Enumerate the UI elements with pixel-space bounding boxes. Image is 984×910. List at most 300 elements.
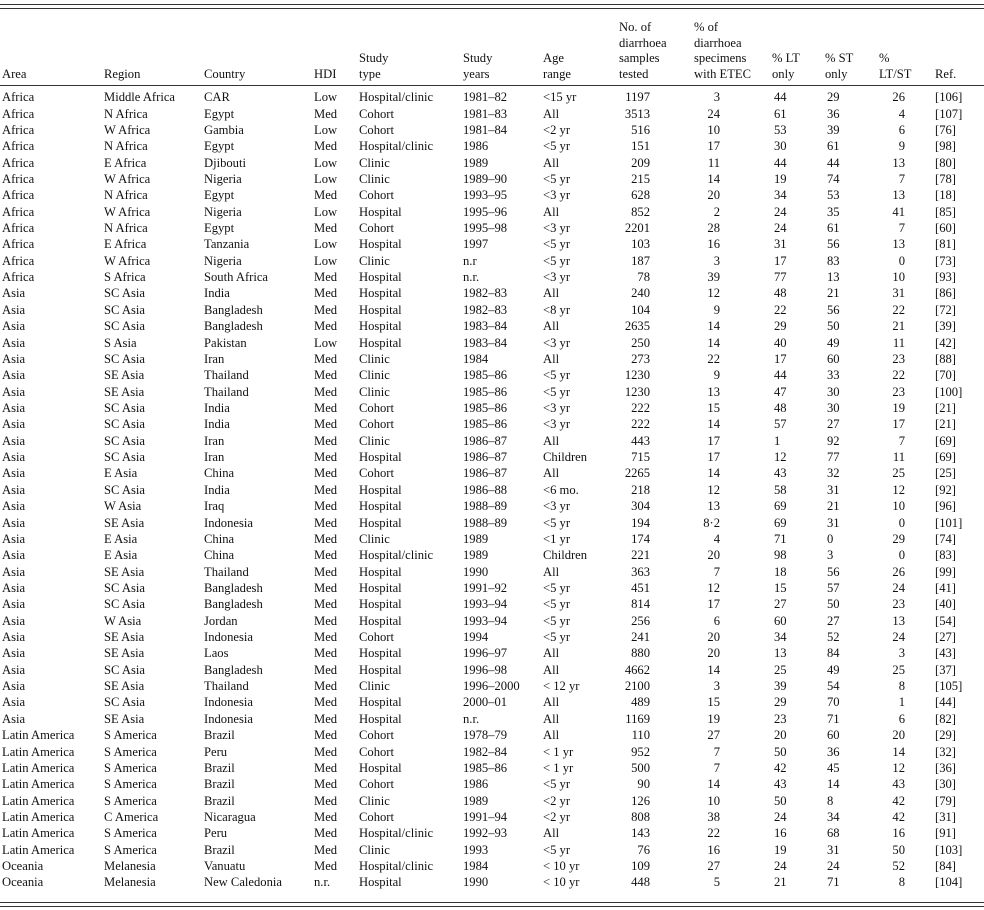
cell-area: Africa xyxy=(2,204,35,219)
cell-hdi: Med xyxy=(314,548,338,563)
cell-percent-etec: 15 xyxy=(707,401,720,415)
cell-hdi: Med xyxy=(314,711,338,726)
cell-study-type: Clinic xyxy=(359,155,390,170)
cell-hdi: Med xyxy=(314,531,338,546)
cell-age-range: <5 yr xyxy=(543,630,571,645)
cell-percent-lt-st: 7 xyxy=(898,171,905,186)
cell-percent-st-only: 50 xyxy=(827,319,840,334)
table-row xyxy=(0,383,984,399)
cell-region: SC Asia xyxy=(104,433,145,448)
cell-percent-lt-only: 44 xyxy=(774,155,787,170)
header-region: Region xyxy=(104,66,141,81)
cell-area: Africa xyxy=(2,106,35,121)
cell-percent-lt-only: 24 xyxy=(774,204,787,219)
cell-reference: [84] xyxy=(935,859,956,874)
table-row xyxy=(0,416,984,432)
cell-hdi: Med xyxy=(314,482,338,497)
cell-study-years: 1993–95 xyxy=(463,188,508,203)
cell-percent-lt-only: 17 xyxy=(774,351,787,366)
cell-age-range: <5 yr xyxy=(543,384,571,399)
cell-area: Latin America xyxy=(2,744,75,759)
cell-area: Asia xyxy=(2,482,26,497)
cell-samples-tested: 240 xyxy=(631,286,650,301)
cell-study-type: Hospital xyxy=(359,875,402,890)
cell-reference: [80] xyxy=(935,155,956,170)
cell-study-type: Clinic xyxy=(359,253,390,268)
cell-study-years: 1988–89 xyxy=(463,499,508,514)
cell-percent-etec: 14 xyxy=(707,171,720,186)
cell-reference: [85] xyxy=(935,204,956,219)
cell-area: Africa xyxy=(2,237,35,252)
cell-percent-lt-st: 7 xyxy=(898,221,905,236)
cell-reference: [27] xyxy=(935,630,956,645)
cell-reference: [96] xyxy=(935,499,956,514)
cell-percent-st-only: 74 xyxy=(827,171,840,186)
cell-area: Africa xyxy=(2,122,35,137)
cell-percent-etec: 20 xyxy=(707,646,720,661)
cell-samples-tested: 2201 xyxy=(624,221,650,236)
cell-region: N Africa xyxy=(104,139,148,154)
cell-study-years: 1995–98 xyxy=(463,221,508,236)
cell-age-range: All xyxy=(543,728,560,743)
cell-percent-etec: 14 xyxy=(707,417,720,432)
cell-percent-etec: 3 xyxy=(713,90,720,105)
cell-country: Nigeria xyxy=(204,171,242,186)
cell-age-range: <3 yr xyxy=(543,270,571,285)
cell-region: S America xyxy=(104,728,157,743)
cell-percent-lt-st: 25 xyxy=(892,466,905,481)
cell-age-range: <5 yr xyxy=(543,253,571,268)
cell-percent-lt-st: 9 xyxy=(898,139,905,154)
cell-percent-st-only: 39 xyxy=(827,122,840,137)
cell-age-range: <1 yr xyxy=(543,531,571,546)
cell-study-years: 1997 xyxy=(463,237,489,252)
cell-study-type: Clinic xyxy=(359,433,390,448)
top-rule xyxy=(0,4,984,5)
cell-samples-tested: 256 xyxy=(631,613,650,628)
cell-hdi: Low xyxy=(314,253,338,268)
cell-percent-lt-st: 41 xyxy=(892,204,905,219)
cell-region: S Asia xyxy=(104,335,137,350)
cell-study-type: Hospital xyxy=(359,482,402,497)
cell-region: SE Asia xyxy=(104,679,145,694)
cell-study-years: n.r. xyxy=(463,711,480,726)
cell-study-years: 1994 xyxy=(463,630,489,645)
cell-hdi: Med xyxy=(314,646,338,661)
cell-country: Tanzania xyxy=(204,237,250,252)
cell-country: Indonesia xyxy=(204,515,253,530)
cell-country: Peru xyxy=(204,826,228,841)
cell-percent-st-only: 27 xyxy=(827,613,840,628)
cell-percent-st-only: 21 xyxy=(827,286,840,301)
cell-reference: [101] xyxy=(935,515,963,530)
cell-area: Asia xyxy=(2,548,26,563)
cell-percent-lt-only: 40 xyxy=(774,335,787,350)
cell-country: China xyxy=(204,466,235,481)
table-row xyxy=(0,874,984,890)
cell-percent-st-only: 0 xyxy=(827,531,834,546)
cell-reference: [107] xyxy=(935,106,963,121)
cell-percent-lt-only: 69 xyxy=(774,515,787,530)
cell-country: Iran xyxy=(204,450,225,465)
cell-study-years: 1992–93 xyxy=(463,826,508,841)
cell-country: Egypt xyxy=(204,188,235,203)
cell-study-type: Cohort xyxy=(359,221,394,236)
table-row xyxy=(0,531,984,547)
cell-study-type: Clinic xyxy=(359,384,390,399)
cell-reference: [81] xyxy=(935,237,956,252)
cell-percent-lt-only: 34 xyxy=(774,630,787,645)
cell-hdi: Low xyxy=(314,237,338,252)
cell-area: Asia xyxy=(2,384,26,399)
cell-region: W Africa xyxy=(104,122,151,137)
cell-reference: [83] xyxy=(935,548,956,563)
cell-hdi: Med xyxy=(314,826,338,841)
cell-percent-etec: 7 xyxy=(713,744,720,759)
cell-country: Thailand xyxy=(204,368,249,383)
table-row xyxy=(0,514,984,530)
cell-study-years: 2000–01 xyxy=(463,695,508,710)
cell-study-years: 1996–2000 xyxy=(463,679,520,694)
cell-percent-st-only: 57 xyxy=(827,580,840,595)
cell-reference: [21] xyxy=(935,401,956,415)
cell-study-type: Hospital xyxy=(359,515,402,530)
cell-percent-lt-st: 42 xyxy=(892,809,905,824)
cell-region: E Asia xyxy=(104,548,138,563)
cell-study-years: 1985–86 xyxy=(463,760,508,775)
cell-percent-lt-st: 13 xyxy=(892,188,905,203)
cell-hdi: Med xyxy=(314,662,338,677)
cell-age-range: Children xyxy=(543,548,588,563)
cell-study-type: Clinic xyxy=(359,793,390,808)
cell-samples-tested: 489 xyxy=(631,695,650,710)
cell-samples-tested: 451 xyxy=(631,580,650,595)
cell-percent-etec: 12 xyxy=(707,286,720,301)
cell-country: Brazil xyxy=(204,760,235,775)
cell-study-years: 1996–97 xyxy=(463,646,508,661)
cell-percent-lt-st: 43 xyxy=(892,777,905,792)
table-row xyxy=(0,482,984,498)
cell-hdi: Low xyxy=(314,155,338,170)
cell-study-years: n.r. xyxy=(463,270,480,285)
cell-hdi: n.r. xyxy=(314,875,331,890)
cell-region: N Africa xyxy=(104,106,148,121)
cell-percent-lt-only: 42 xyxy=(774,760,787,775)
cell-percent-lt-st: 29 xyxy=(892,531,905,546)
cell-percent-etec: 39 xyxy=(707,270,720,285)
cell-percent-etec: 38 xyxy=(707,809,720,824)
cell-reference: [103] xyxy=(935,842,963,857)
cell-region: S America xyxy=(104,842,157,857)
cell-country: India xyxy=(204,482,230,497)
cell-samples-tested: 174 xyxy=(631,531,650,546)
cell-percent-lt-st: 14 xyxy=(892,744,905,759)
table-row xyxy=(0,449,984,465)
cell-percent-lt-only: 39 xyxy=(774,679,787,694)
cell-region: S America xyxy=(104,777,157,792)
cell-country: India xyxy=(204,286,230,301)
cell-percent-etec: 16 xyxy=(707,237,720,252)
cell-study-years: 1983–84 xyxy=(463,335,508,350)
cell-reference: [60] xyxy=(935,221,956,236)
cell-samples-tested: 143 xyxy=(631,826,650,841)
cell-reference: [78] xyxy=(935,171,956,186)
cell-age-range: < 12 yr xyxy=(543,679,580,694)
table-row xyxy=(0,809,984,825)
cell-region: W Asia xyxy=(104,613,142,628)
header-study-years: Study years xyxy=(463,51,493,81)
cell-region: S America xyxy=(104,793,157,808)
cell-samples-tested: 222 xyxy=(631,401,650,415)
table-row xyxy=(0,269,984,285)
cell-reference: [42] xyxy=(935,335,956,350)
header-percent-lt-st: % LT/ST xyxy=(879,51,912,81)
cell-age-range: All xyxy=(543,351,560,366)
cell-percent-st-only: 68 xyxy=(827,826,840,841)
cell-study-years: 1985–86 xyxy=(463,368,508,383)
cell-reference: [18] xyxy=(935,188,956,203)
cell-percent-lt-st: 0 xyxy=(898,253,905,268)
cell-study-years: 1986–87 xyxy=(463,433,508,448)
cell-reference: [92] xyxy=(935,482,956,497)
cell-study-years: 1981–82 xyxy=(463,90,508,105)
cell-hdi: Med xyxy=(314,351,338,366)
cell-area: Asia xyxy=(2,417,26,432)
cell-hdi: Med xyxy=(314,286,338,301)
cell-hdi: Low xyxy=(314,90,338,105)
cell-hdi: Med xyxy=(314,515,338,530)
cell-reference: [54] xyxy=(935,613,956,628)
cell-percent-st-only: 31 xyxy=(827,842,840,857)
cell-percent-st-only: 29 xyxy=(827,90,840,105)
cell-percent-lt-only: 50 xyxy=(774,793,787,808)
cell-region: SC Asia xyxy=(104,417,145,432)
cell-country: Bangladesh xyxy=(204,597,263,612)
cell-country: CAR xyxy=(204,90,230,105)
cell-percent-lt-only: 23 xyxy=(774,711,787,726)
cell-percent-lt-only: 71 xyxy=(774,531,787,546)
cell-study-type: Clinic xyxy=(359,351,390,366)
cell-samples-tested: 2265 xyxy=(624,466,650,481)
cell-study-type: Clinic xyxy=(359,368,390,383)
table-row xyxy=(0,302,984,318)
table-row xyxy=(0,498,984,514)
table-row xyxy=(0,547,984,563)
cell-age-range: <5 yr xyxy=(543,368,571,383)
cell-hdi: Med xyxy=(314,466,338,481)
cell-percent-lt-only: 61 xyxy=(774,106,787,121)
table-row xyxy=(0,645,984,661)
cell-reference: [41] xyxy=(935,580,956,595)
header-study-type: Study type xyxy=(359,51,389,81)
cell-hdi: Med xyxy=(314,401,338,415)
cell-study-years: 1986 xyxy=(463,139,489,154)
cell-percent-st-only: 52 xyxy=(827,630,840,645)
table-row xyxy=(0,727,984,743)
cell-hdi: Low xyxy=(314,335,338,350)
cell-percent-st-only: 3 xyxy=(827,548,834,563)
cell-hdi: Low xyxy=(314,122,338,137)
cell-region: E Africa xyxy=(104,155,147,170)
cell-area: Asia xyxy=(2,695,26,710)
cell-percent-etec: 27 xyxy=(707,728,720,743)
cell-study-years: 1989 xyxy=(463,548,489,563)
cell-samples-tested: 1230 xyxy=(624,384,650,399)
cell-percent-lt-st: 12 xyxy=(892,482,905,497)
cell-hdi: Med xyxy=(314,139,338,154)
cell-country: Nicaragua xyxy=(204,809,256,824)
cell-percent-st-only: 84 xyxy=(827,646,840,661)
cell-country: Thailand xyxy=(204,384,249,399)
cell-hdi: Med xyxy=(314,679,338,694)
cell-study-years: 1985–86 xyxy=(463,417,508,432)
cell-area: Asia xyxy=(2,613,26,628)
cell-percent-st-only: 53 xyxy=(827,188,840,203)
cell-age-range: All xyxy=(543,646,560,661)
cell-area: Asia xyxy=(2,368,26,383)
cell-country: Jordan xyxy=(204,613,238,628)
cell-percent-etec: 14 xyxy=(707,777,720,792)
cell-samples-tested: 241 xyxy=(631,630,650,645)
cell-samples-tested: 628 xyxy=(631,188,650,203)
cell-reference: [98] xyxy=(935,139,956,154)
cell-area: Asia xyxy=(2,580,26,595)
cell-study-years: 1986–87 xyxy=(463,450,508,465)
cell-hdi: Med xyxy=(314,564,338,579)
cell-age-range: <5 yr xyxy=(543,613,571,628)
header-row xyxy=(0,10,984,85)
cell-country: South Africa xyxy=(204,270,269,285)
cell-study-type: Cohort xyxy=(359,744,394,759)
cell-reference: [100] xyxy=(935,384,963,399)
cell-percent-lt-st: 1 xyxy=(898,695,905,710)
cell-percent-etec: 19 xyxy=(707,711,720,726)
cell-study-type: Hospital/clinic xyxy=(359,859,434,874)
cell-percent-lt-st: 3 xyxy=(898,646,905,661)
cell-area: Latin America xyxy=(2,826,75,841)
cell-study-years: 1986 xyxy=(463,777,489,792)
cell-study-years: 1991–94 xyxy=(463,809,508,824)
table-row xyxy=(0,154,984,170)
cell-reference: [44] xyxy=(935,695,956,710)
cell-percent-st-only: 56 xyxy=(827,302,840,317)
cell-percent-etec: 20 xyxy=(707,630,720,645)
header-percent-st-only: % ST only xyxy=(825,51,854,81)
cell-percent-st-only: 71 xyxy=(827,711,840,726)
cell-area: Asia xyxy=(2,335,26,350)
cell-reference: [31] xyxy=(935,809,956,824)
cell-study-type: Hospital xyxy=(359,302,402,317)
cell-hdi: Med xyxy=(314,695,338,710)
cell-country: India xyxy=(204,401,230,415)
cell-age-range: <3 yr xyxy=(543,188,571,203)
cell-samples-tested: 103 xyxy=(631,237,650,252)
cell-age-range: All xyxy=(543,286,560,301)
cell-hdi: Med xyxy=(314,188,338,203)
cell-percent-etec: 3 xyxy=(713,253,720,268)
cell-region: SE Asia xyxy=(104,368,145,383)
cell-country: Brazil xyxy=(204,793,235,808)
cell-study-years: 1988–89 xyxy=(463,515,508,530)
cell-percent-st-only: 36 xyxy=(827,106,840,121)
cell-country: Djibouti xyxy=(204,155,246,170)
cell-percent-lt-only: 29 xyxy=(774,695,787,710)
cell-percent-lt-st: 50 xyxy=(892,842,905,857)
cell-study-years: 1982–83 xyxy=(463,286,508,301)
cell-study-type: Cohort xyxy=(359,401,394,415)
cell-region: N Africa xyxy=(104,221,148,236)
table-row xyxy=(0,776,984,792)
cell-samples-tested: 218 xyxy=(631,482,650,497)
cell-percent-lt-st: 19 xyxy=(892,401,905,415)
cell-percent-lt-st: 13 xyxy=(892,237,905,252)
cell-reference: [69] xyxy=(935,433,956,448)
cell-percent-lt-st: 7 xyxy=(898,433,905,448)
cell-percent-etec: 5 xyxy=(713,875,720,890)
cell-percent-st-only: 21 xyxy=(827,499,840,514)
cell-reference: [82] xyxy=(935,711,956,726)
table-row xyxy=(0,400,984,416)
table-row xyxy=(0,596,984,612)
cell-percent-lt-only: 24 xyxy=(774,221,787,236)
cell-age-range: <2 yr xyxy=(543,122,571,137)
cell-area: Africa xyxy=(2,221,35,236)
cell-percent-lt-only: 44 xyxy=(774,368,787,383)
cell-reference: [104] xyxy=(935,875,963,890)
cell-hdi: Med xyxy=(314,613,338,628)
cell-study-years: 1990 xyxy=(463,875,489,890)
cell-area: Asia xyxy=(2,679,26,694)
cell-study-type: Hospital xyxy=(359,286,402,301)
cell-area: Asia xyxy=(2,401,26,415)
cell-percent-st-only: 31 xyxy=(827,515,840,530)
cell-region: S America xyxy=(104,826,157,841)
cell-percent-st-only: 60 xyxy=(827,351,840,366)
cell-study-type: Clinic xyxy=(359,171,390,186)
cell-samples-tested: 952 xyxy=(631,744,650,759)
cell-area: Africa xyxy=(2,90,35,105)
cell-country: Thailand xyxy=(204,564,249,579)
cell-percent-st-only: 54 xyxy=(827,679,840,694)
cell-percent-lt-only: 30 xyxy=(774,139,787,154)
cell-country: Vanuatu xyxy=(204,859,246,874)
cell-reference: [91] xyxy=(935,826,956,841)
table-row xyxy=(0,204,984,220)
cell-age-range: Children xyxy=(543,450,588,465)
table-row xyxy=(0,85,984,105)
cell-samples-tested: 273 xyxy=(631,351,650,366)
etec-prevalence-table xyxy=(0,10,984,891)
cell-percent-lt-st: 4 xyxy=(898,106,905,121)
cell-study-years: n.r xyxy=(463,253,477,268)
cell-samples-tested: 1230 xyxy=(624,368,650,383)
cell-reference: [37] xyxy=(935,662,956,677)
cell-region: SE Asia xyxy=(104,515,145,530)
cell-percent-lt-st: 12 xyxy=(892,760,905,775)
table-row xyxy=(0,711,984,727)
cell-percent-lt-only: 15 xyxy=(774,580,787,595)
cell-region: SE Asia xyxy=(104,564,145,579)
table-row xyxy=(0,171,984,187)
cell-age-range: All xyxy=(543,695,560,710)
cell-study-type: Clinic xyxy=(359,842,390,857)
table-row xyxy=(0,236,984,252)
cell-percent-lt-only: 57 xyxy=(774,417,787,432)
cell-percent-lt-only: 16 xyxy=(774,826,787,841)
cell-age-range: <5 yr xyxy=(543,842,571,857)
cell-age-range: <5 yr xyxy=(543,139,571,154)
cell-reference: [99] xyxy=(935,564,956,579)
